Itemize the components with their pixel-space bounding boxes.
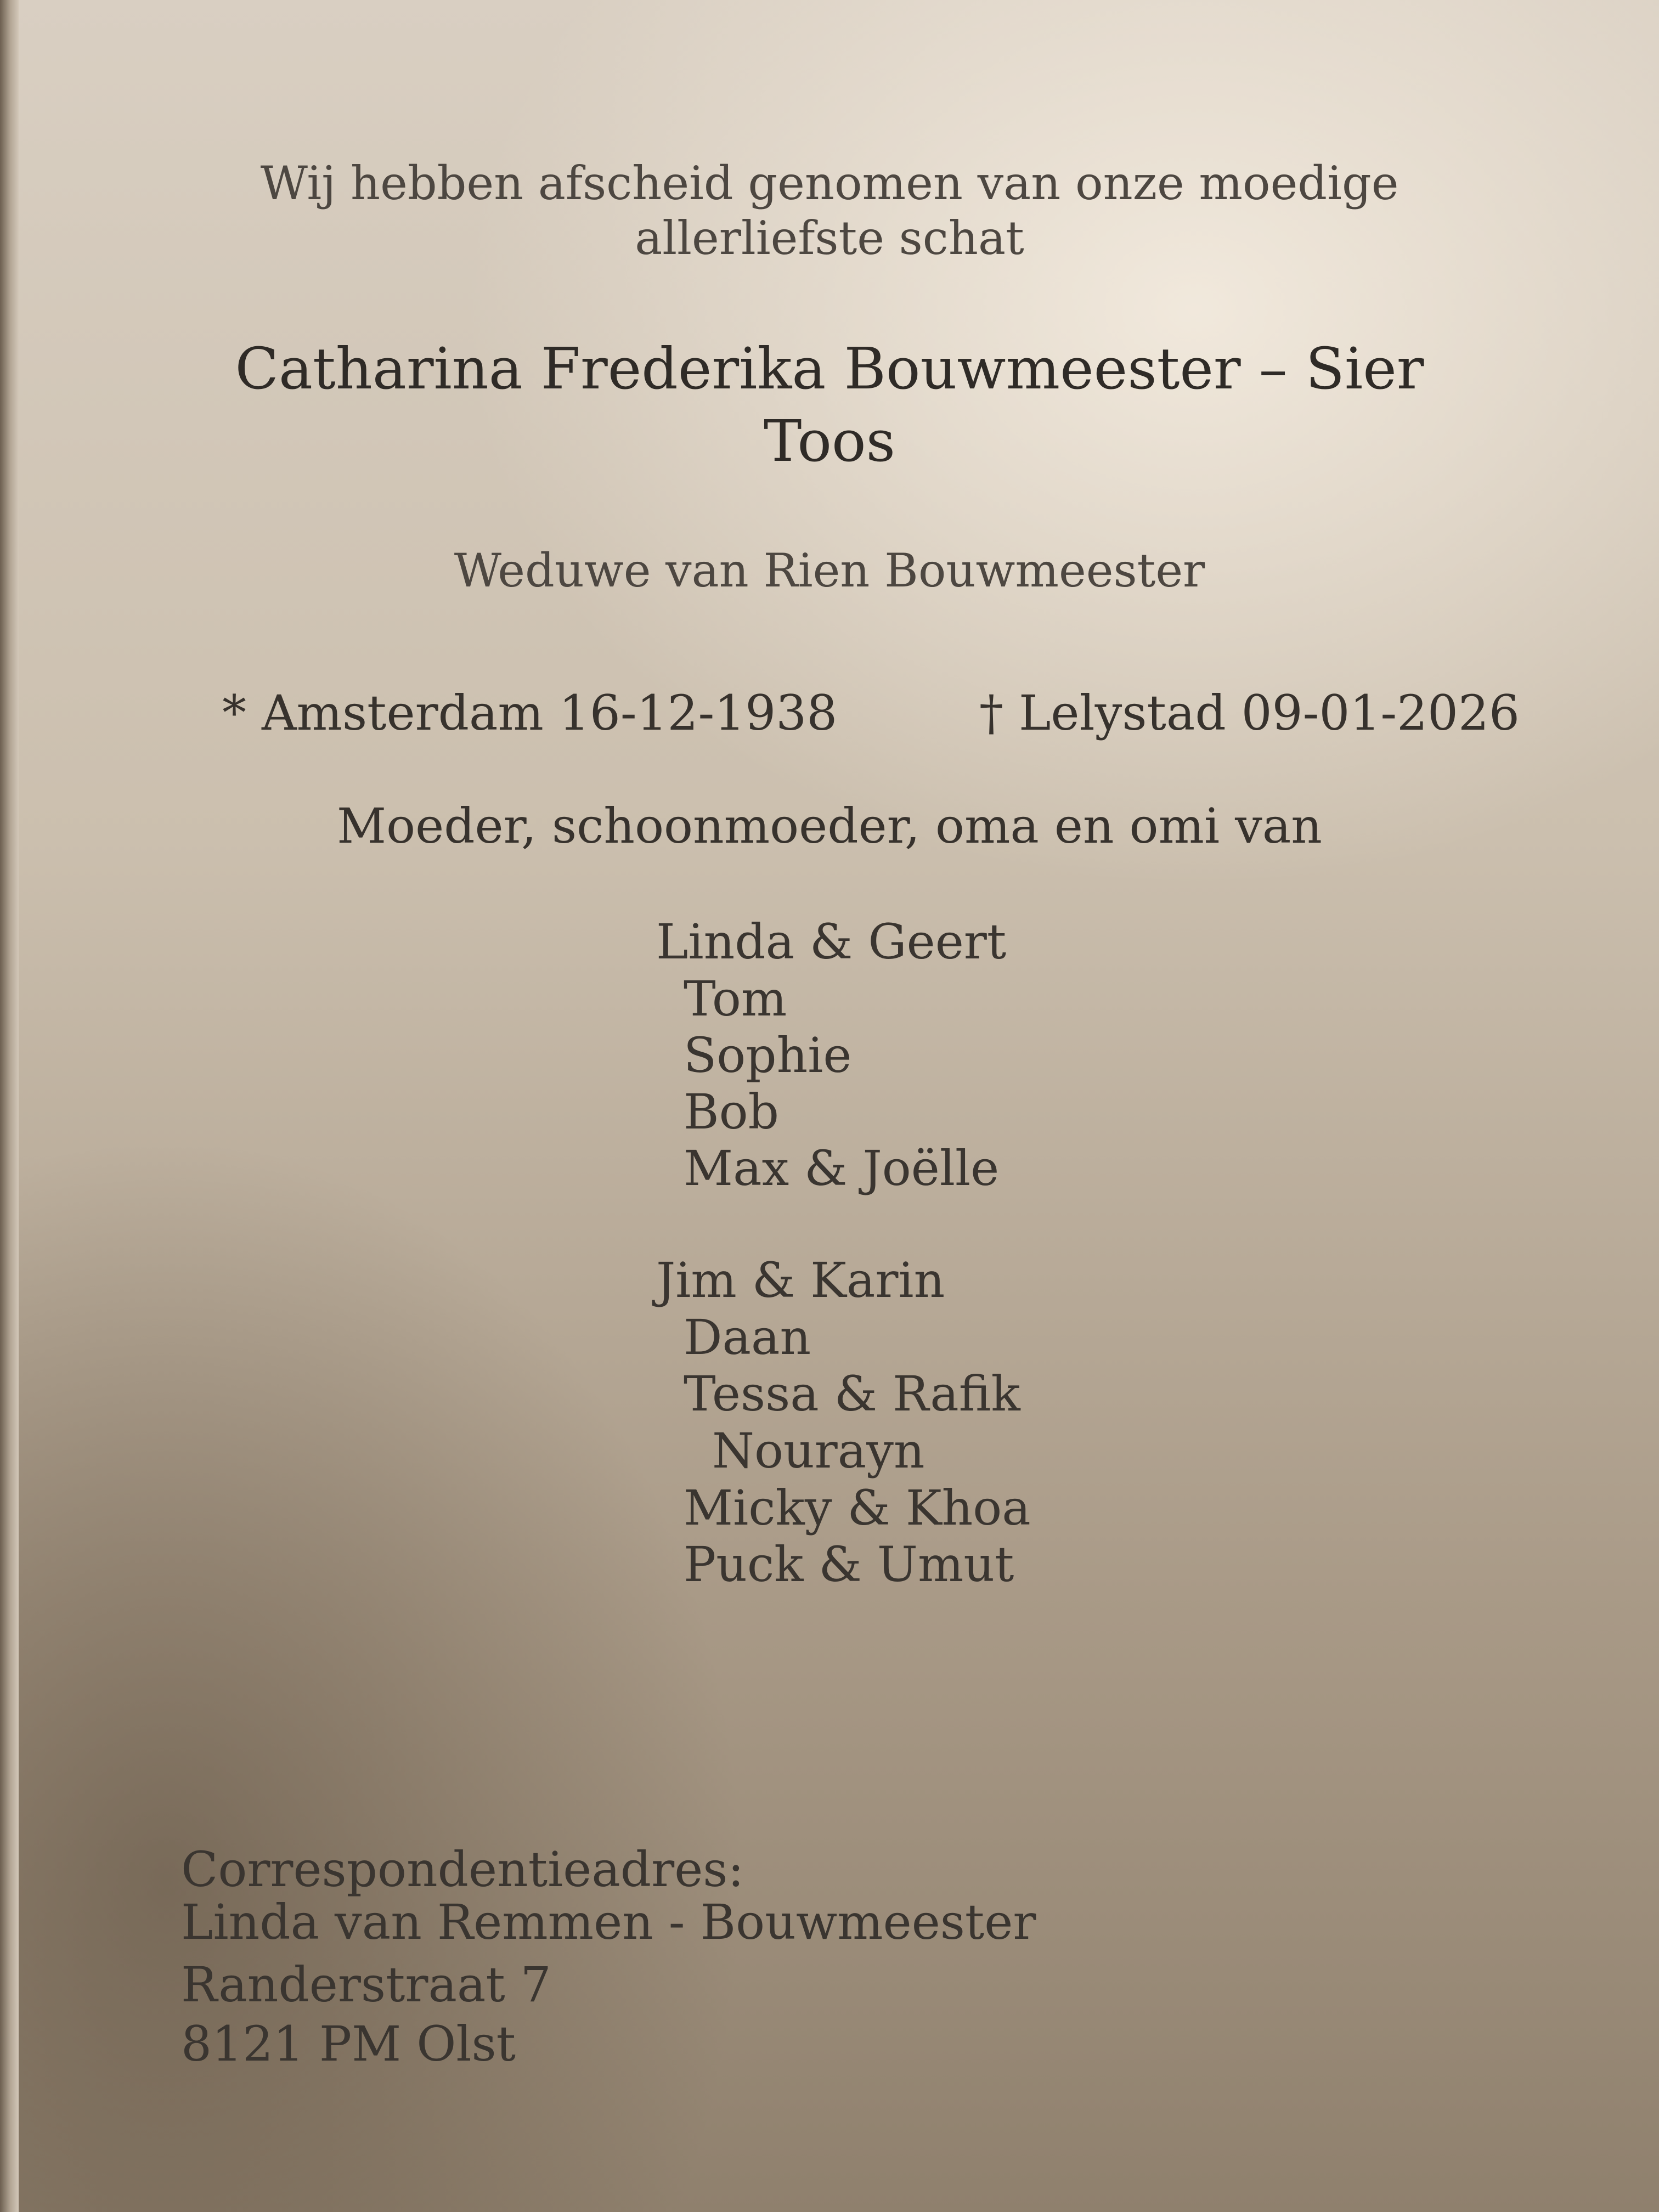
intro-line-2: allerliefste schat (635, 211, 1024, 265)
correspondence-city: 8121 PM Olst (181, 2016, 516, 2072)
widow-of: Weduwe van Rien Bouwmeester (454, 544, 1205, 597)
family-head: Jim & Karin (656, 1252, 945, 1308)
card-edge (0, 0, 19, 2212)
family-member: Puck & Umut (684, 1536, 1014, 1593)
death-info: † Lelystad 09-01-2026 (979, 685, 1520, 741)
family-member: Tom (684, 970, 787, 1027)
relations-intro: Moeder, schoonmoeder, oma en omi van (337, 798, 1322, 854)
family-head: Linda & Geert (656, 913, 1007, 970)
family-member: Bob (684, 1084, 779, 1140)
family-member: Sophie (684, 1027, 852, 1084)
family-member: Micky & Khoa (684, 1480, 1031, 1536)
deceased-nickname: Toos (764, 408, 895, 475)
family-member: Nourayn (712, 1423, 925, 1479)
family-member: Daan (684, 1309, 811, 1365)
correspondence-label: Correspondentieadres: (181, 1841, 744, 1898)
intro-line-1: Wij hebben afscheid genomen van onze moedige (260, 156, 1399, 210)
deceased-full-name: Catharina Frederika Bouwmeester – Sier (235, 335, 1424, 402)
correspondence-street: Randerstraat 7 (181, 1956, 551, 2013)
correspondence-name: Linda van Remmen - Bouwmeester (181, 1894, 1036, 1950)
family-member: Max & Joëlle (684, 1140, 1000, 1197)
birth-info: * Amsterdam 16-12-1938 (222, 685, 838, 741)
family-member: Tessa & Rafik (684, 1365, 1020, 1422)
